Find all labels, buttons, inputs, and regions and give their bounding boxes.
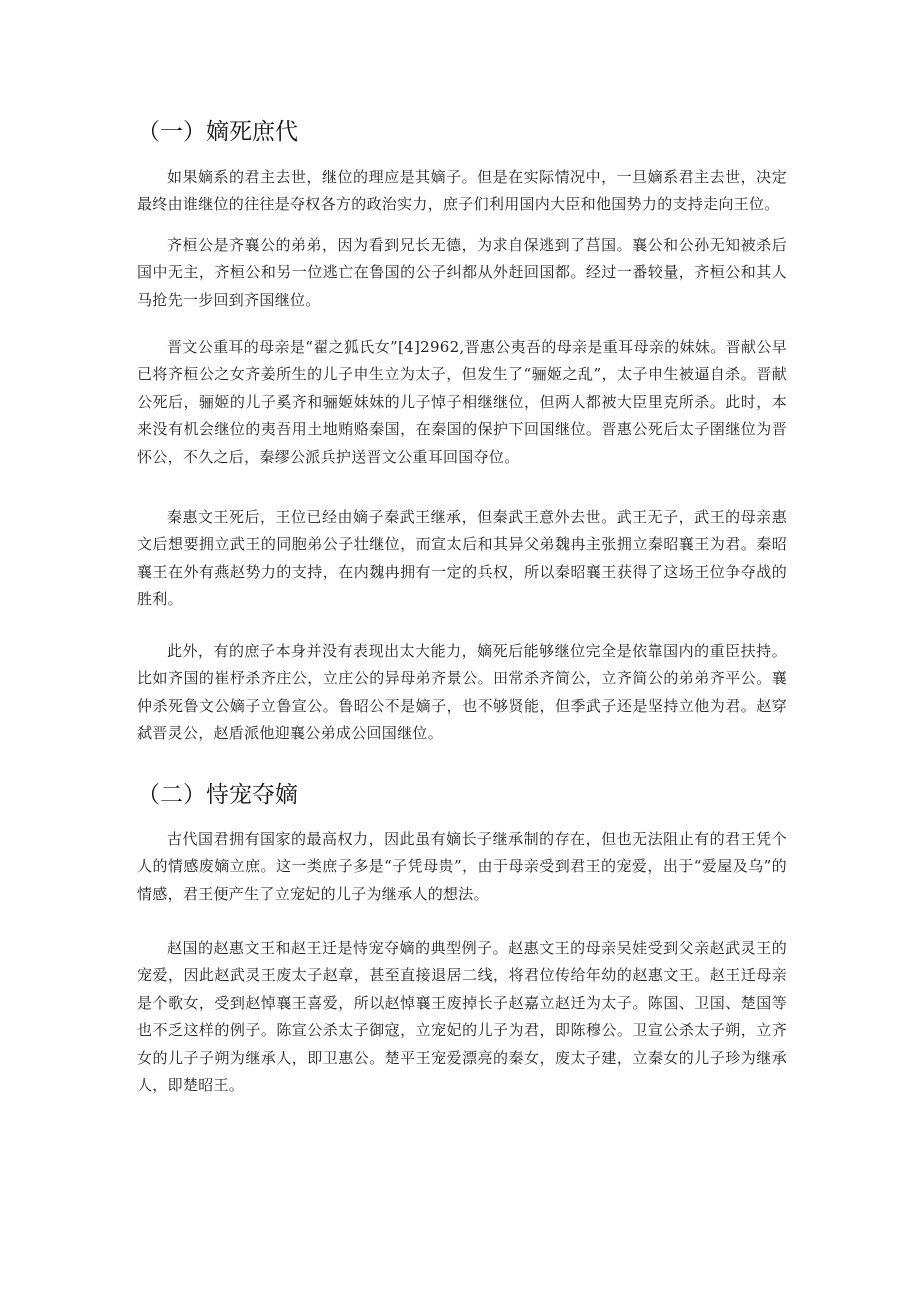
paragraph: 如果嫡系的君主去世，继位的理应是其嫡子。但是在实际情况中，一旦嫡系君主去世，决定最终由谁继位的往往是夺权各方的政治实力，庶子们利用国内大臣和他国势力的支持走向王位。: [137, 168, 787, 214]
paragraph: 齐桓公是齐襄公的弟弟，因为看到兄长无德，为求自保逃到了莒国。襄公和公孙无知被杀后国中无主，齐桓公和另一位逃亡在鲁国的公子纠都从外赶回国都。经过一番较量，齐桓公和其人马抢先一步回到齐国继位。: [137, 236, 787, 309]
section-heading-2: （二）恃宠夺嫡: [137, 782, 298, 808]
paragraph: 秦惠文王死后，王位已经由嫡子秦武王继承，但秦武王意外去世。武王无子，武王的母亲惠文后想要拥立武王的同胞弟公子壮继位，而宣太后和其异父弟魏冉主张拥立秦昭襄王为君。秦昭襄王在外有燕赵势力的支持，在内魏冉拥有一定的兵权，所以秦昭襄王获得了这场王位争夺战的胜利。: [137, 508, 787, 609]
paragraph: 此外，有的庶子本身并没有表现出太大能力，嫡死后能够继位完全是依靠国内的重臣扶持。比如齐国的崔杼杀齐庄公，立庄公的异母弟齐景公。田常杀齐简公，立齐简公的弟弟齐平公。襄仲杀死鲁文公嫡子立鲁宣公。鲁昭公不是嫡子，也不够贤能，但季武子还是坚持立他为君。赵穿弑晋灵公，赵盾派他迎襄公弟成公回国继位。: [137, 642, 787, 743]
paragraph: 赵国的赵惠文王和赵王迁是恃宠夺嫡的典型例子。赵惠文王的母亲吴娃受到父亲赵武灵王的宠爱，因此赵武灵王废太子赵章，甚至直接退居二线，将君位传给年幼的赵惠文王。赵王迁母亲是个歌女，受到赵悼襄王喜爱，所以赵悼襄王废掉长子赵嘉立赵迁为太子。陈国、卫国、楚国等也不乏这样的例子。陈宣公杀太子御寇，立宠妃的儿子为君，即陈穆公。卫宣公杀太子朔，立齐女的儿子子朔为继承人，即卫惠公。楚平王宠爱漂亮的秦女，废太子建，立秦女的儿子珍为继承人，即楚昭王。: [137, 939, 787, 1095]
paragraph: 晋文公重耳的母亲是“翟之狐氏女”[4]2962,晋惠公夷吾的母亲是重耳母亲的妹妹。晋献公早已将齐桓公之女齐姜所生的儿子申生立为太子，但发生了“骊姬之乱”，太子申生被逼自杀。晋献公死后，骊姬的儿子奚齐和骊姬妹妹的儿子悼子相继继位，但两人都被大臣里克所杀。此时，本来没有机会继位的夷吾用土地贿赂秦国，在秦国的保护下回国继位。晋惠公死后太子圉继位为晋怀公，不久之后，秦缪公派兵护送晋文公重耳回国夺位。: [137, 338, 787, 466]
section-heading-1: （一）嫡死庶代: [137, 119, 298, 145]
paragraph: 古代国君拥有国家的最高权力，因此虽有嫡长子继承制的存在，但也无法阻止有的君王凭个人的情感废嫡立庶。这一类庶子多是“子凭母贵”，由于母亲受到君王的宠爱，出于“爱屋及乌”的情感，君王便产生了立宠妃的儿子为继承人的想法。: [137, 830, 787, 903]
